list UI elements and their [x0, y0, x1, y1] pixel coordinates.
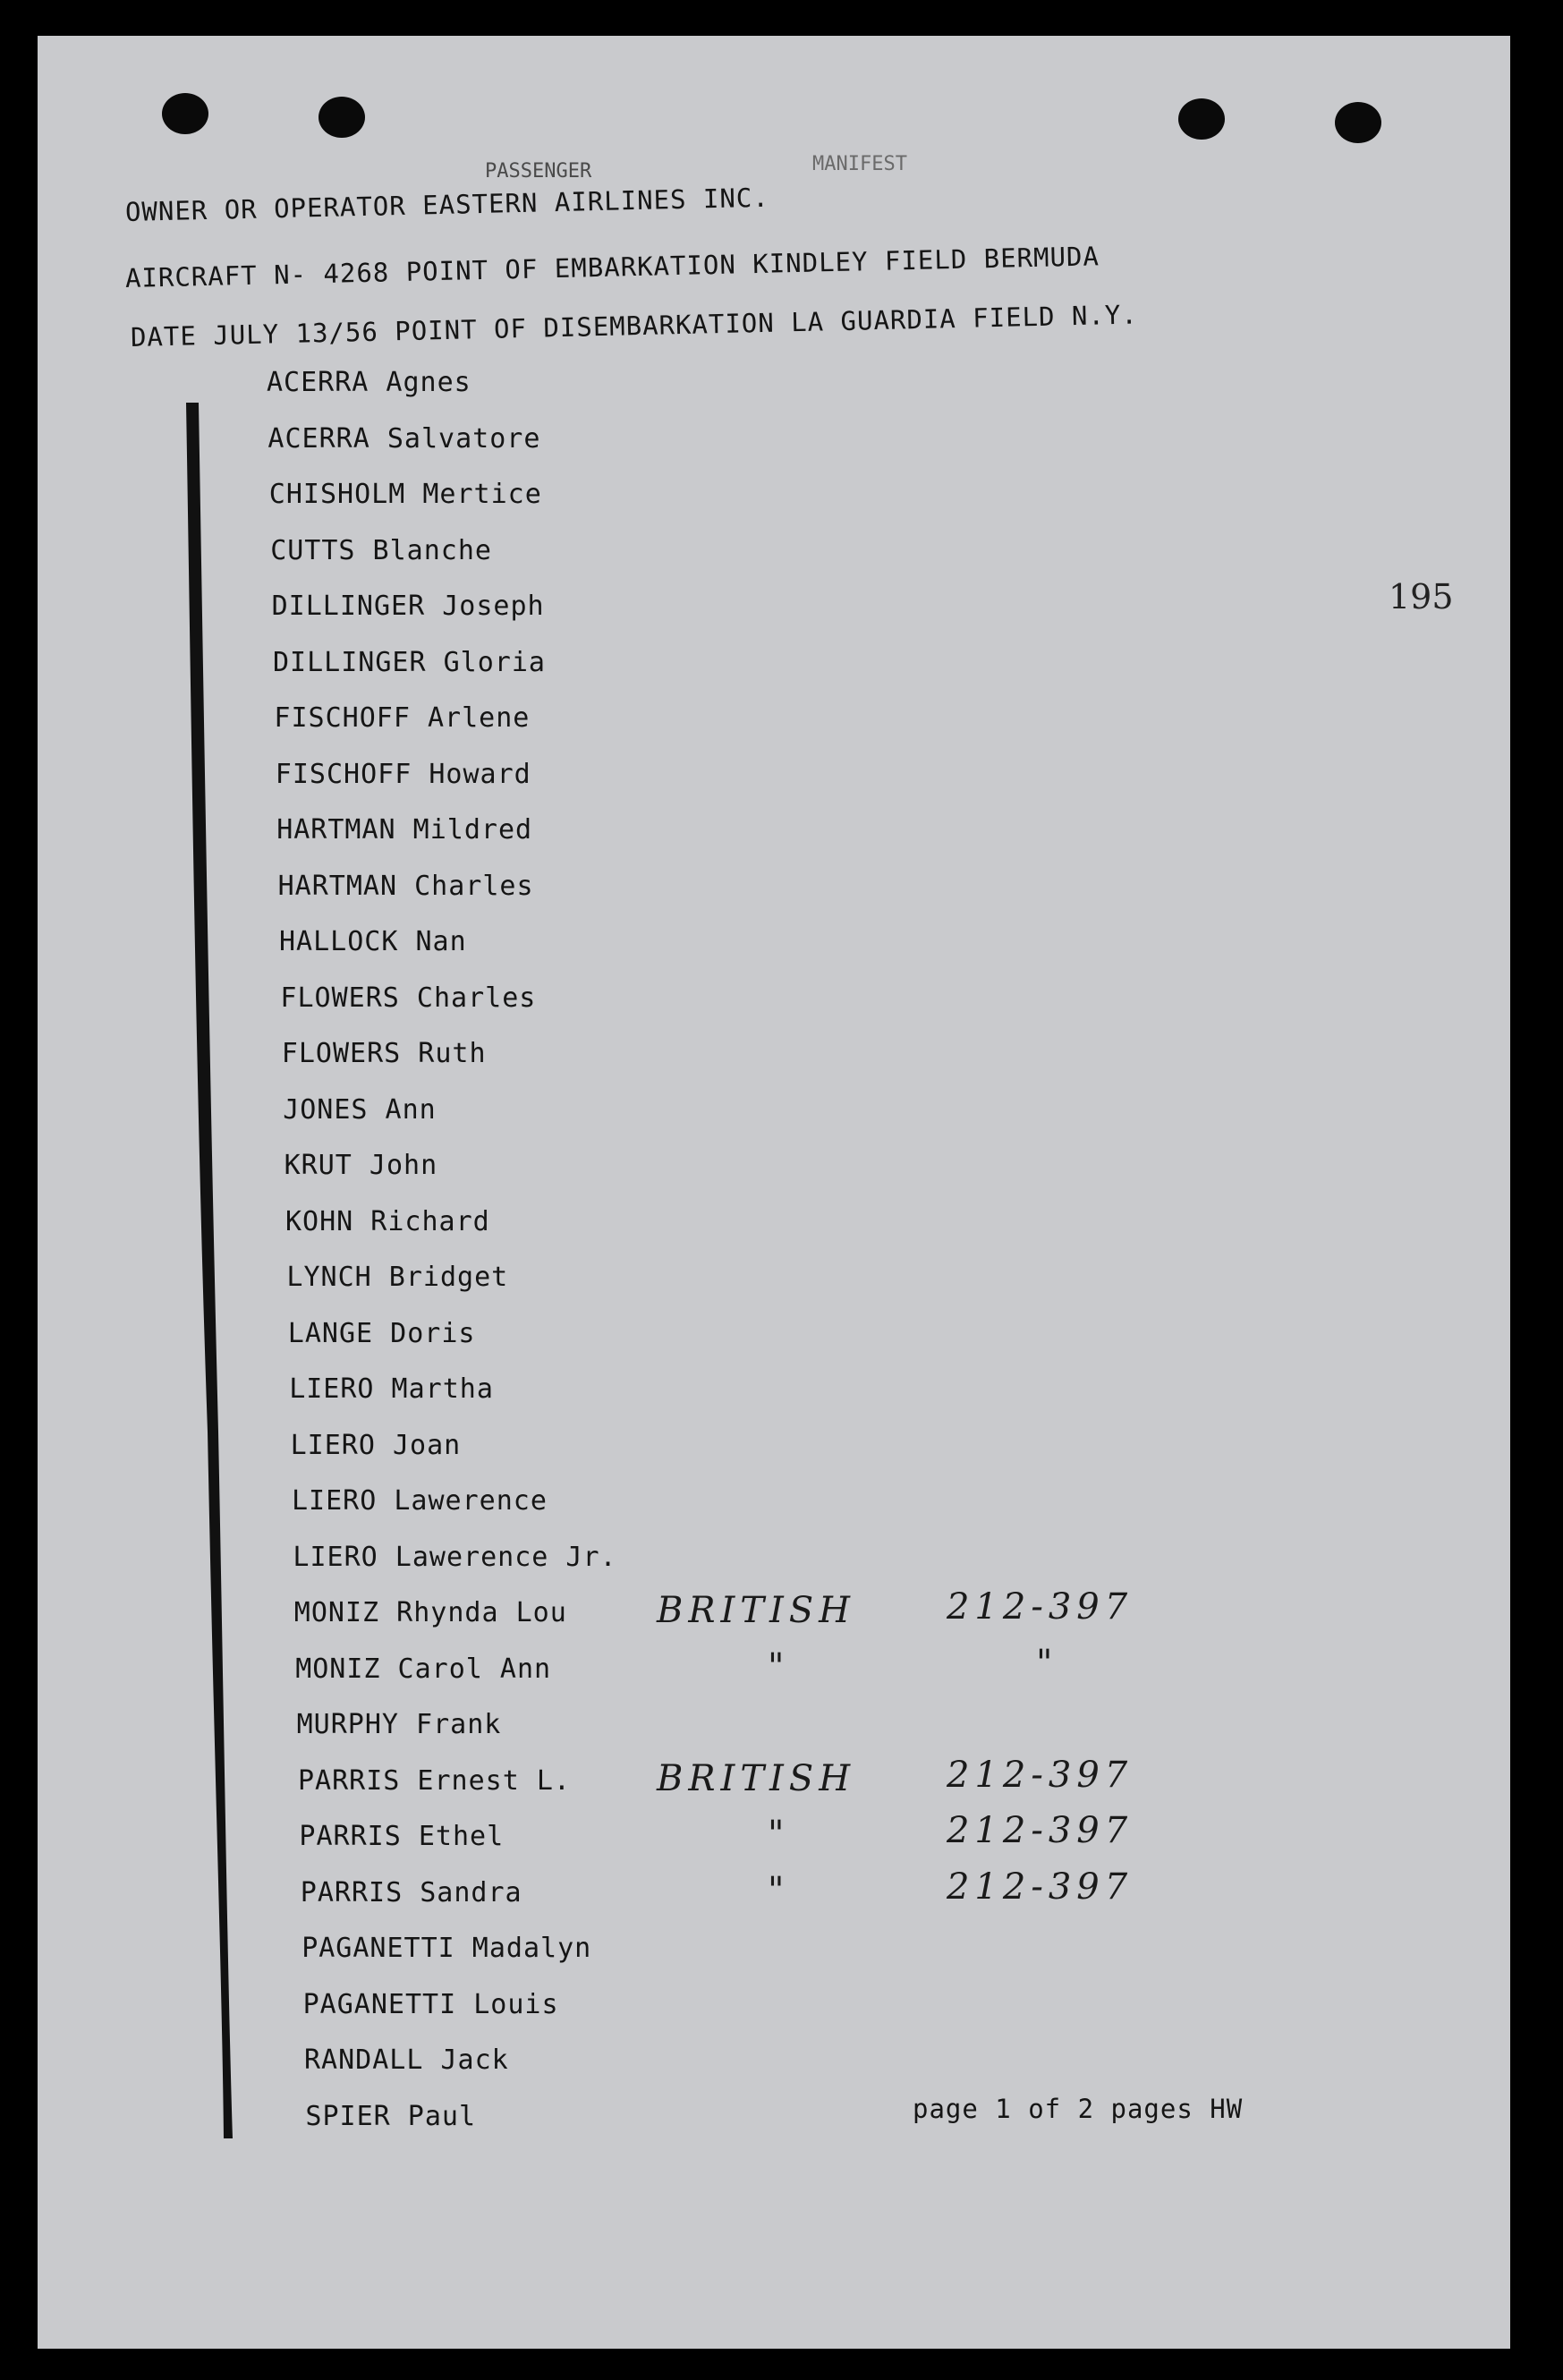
punch-hole: [319, 97, 365, 138]
passenger-name: [285, 1150, 438, 1181]
passenger-given-name: Gloria: [426, 646, 546, 678]
passenger-given-name: Salvatore: [370, 422, 541, 455]
passenger-given-name: Lawerence: [377, 1485, 548, 1517]
number-annotation: ": [1035, 1642, 1058, 1684]
punch-hole: [1335, 102, 1381, 143]
passenger-name: [294, 1597, 567, 1628]
document-number: 195: [1389, 577, 1454, 616]
passenger-given-name: Agnes: [369, 367, 471, 398]
passenger-surname: PAGANETTI: [302, 1988, 457, 2020]
passenger-surname: HARTMAN: [277, 870, 398, 902]
passenger-name: [269, 479, 542, 510]
passenger-surname: LIERO: [290, 1429, 376, 1461]
passenger-given-name: Paul: [390, 2100, 477, 2132]
passenger-name: [276, 814, 532, 846]
passenger-surname: SPIER: [305, 2100, 391, 2132]
passenger-name: [298, 1765, 571, 1797]
page-count: page 1 of 2 pages: [913, 2094, 1193, 2124]
passenger-surname: FLOWERS: [281, 1038, 402, 1069]
passenger-surname: LANGE: [287, 1317, 374, 1349]
owner-line: OWNER OR OPERATOR EASTERN AIRLINES INC.: [124, 182, 770, 227]
passenger-surname: LIERO: [289, 1373, 375, 1405]
passenger-given-name: John: [352, 1150, 438, 1181]
passenger-given-name: Doris: [373, 1317, 476, 1349]
passenger-name: [276, 759, 531, 790]
manifest-label: MANIFEST: [812, 153, 907, 175]
number-annotation: 212-397: [946, 1866, 1134, 1908]
passenger-surname: MONIZ: [295, 1653, 381, 1685]
passenger-given-name: Blanche: [355, 534, 492, 566]
passenger-surname: FISCHOFF: [274, 702, 411, 734]
passenger-surname: RANDALL: [304, 2044, 424, 2076]
passenger-name: [272, 591, 545, 622]
passenger-surname: LIERO: [293, 1541, 378, 1573]
passenger-surname: KRUT: [284, 1150, 353, 1181]
passenger-given-name: Joseph: [425, 591, 545, 622]
passenger-given-name: Mertice: [405, 479, 542, 510]
initials: HW: [1210, 2094, 1244, 2124]
page-note: [913, 2094, 1243, 2124]
passenger-name: [304, 2044, 509, 2076]
passenger-given-name: Charles: [397, 870, 534, 902]
passenger-given-name: Bridget: [371, 1262, 509, 1293]
passenger-name: [270, 535, 492, 566]
passenger-given-name: Mildred: [395, 814, 533, 846]
passenger-name: [283, 1094, 437, 1126]
passenger-given-name: Frank: [398, 1709, 502, 1740]
nationality-annotation: BRITISH: [657, 1757, 856, 1799]
passenger-surname: KOHN: [285, 1205, 354, 1237]
passenger-name: [297, 1709, 502, 1740]
passenger-surname: FLOWERS: [280, 982, 400, 1014]
passenger-name: [274, 702, 530, 734]
passenger-name: [299, 1821, 504, 1852]
passenger-name: [295, 1653, 551, 1685]
passenger-name: [282, 1038, 487, 1069]
passenger-given-name: Madalyn: [454, 1933, 592, 1964]
number-annotation: 212-397: [946, 1810, 1134, 1851]
passenger-given-name: Ethel: [401, 1821, 505, 1852]
passenger-given-name: Howard: [412, 758, 531, 790]
nationality-annotation: BRITISH: [656, 1590, 856, 1631]
number-annotation: 212-397: [947, 1754, 1134, 1796]
passenger-name: [286, 1262, 508, 1293]
passenger-given-name: Nan: [398, 926, 467, 957]
passenger-surname: PARRIS: [299, 1821, 402, 1852]
passenger-surname: HALLOCK: [279, 926, 399, 957]
passenger-given-name: Richard: [353, 1205, 490, 1237]
passenger-name: [289, 1373, 494, 1405]
passenger-surname: CUTTS: [270, 534, 356, 566]
passenger-surname: ACERRA: [267, 367, 370, 398]
passenger-surname: JONES: [283, 1093, 369, 1126]
passenger-given-name: Martha: [374, 1373, 494, 1405]
passenger-given-name: Joan: [375, 1429, 462, 1461]
passenger-given-name: Sandra: [403, 1876, 522, 1908]
aircraft-line: AIRCRAFT N- 4268 POINT OF EMBARKATION KINDLEY FIELD BERMUDA: [124, 241, 1100, 293]
passenger-name: [292, 1485, 548, 1517]
manifest-page: [38, 36, 1510, 2349]
passenger-name: [278, 871, 534, 902]
passenger-given-name: Ann: [368, 1093, 437, 1126]
passenger-surname: ACERRA: [268, 422, 370, 455]
nationality-annotation: ": [767, 1645, 790, 1687]
nationality-annotation: ": [767, 1814, 790, 1855]
passenger-name: [301, 1877, 522, 1908]
passenger-surname: FISCHOFF: [275, 758, 412, 790]
punch-hole: [1178, 98, 1225, 140]
passenger-surname: LYNCH: [286, 1262, 372, 1293]
passenger-name: [305, 2101, 476, 2132]
passenger-given-name: Ruth: [401, 1038, 487, 1069]
passenger-given-name: Charles: [399, 982, 537, 1014]
passenger-surname: HARTMAN: [276, 814, 396, 846]
passenger-surname: MURPHY: [296, 1709, 399, 1740]
passenger-surname: LIERO: [292, 1485, 378, 1517]
passenger-name: [279, 926, 467, 957]
passenger-given-name: Rhynda Lou: [379, 1597, 567, 1628]
passenger-surname: DILLINGER: [271, 591, 426, 622]
number-annotation: 212-397: [946, 1586, 1134, 1628]
passenger-surname: PAGANETTI: [302, 1933, 455, 1964]
passenger-given-name: Lawerence Jr.: [378, 1541, 617, 1573]
punch-hole: [162, 93, 208, 134]
passenger-name: [268, 423, 540, 455]
passenger-label: PASSENGER: [485, 160, 592, 183]
margin-bar: [172, 358, 243, 2147]
passenger-given-name: Louis: [456, 1988, 559, 2020]
passenger-name: [303, 1989, 559, 2020]
passenger-surname: PARRIS: [298, 1764, 401, 1797]
passenger-name: [267, 367, 471, 398]
passenger-name: [293, 1542, 616, 1573]
passenger-name: [288, 1318, 476, 1349]
passenger-surname: DILLINGER: [273, 646, 427, 678]
passenger-surname: MONIZ: [293, 1597, 380, 1628]
date-line: DATE JULY 13/56 POINT OF DISEMBARKATION LA GUARDIA FIELD N.Y.: [130, 299, 1139, 353]
passenger-name: [273, 647, 546, 678]
passenger-given-name: Ernest L.: [400, 1764, 571, 1797]
passenger-given-name: Jack: [423, 2044, 509, 2076]
passenger-name: [280, 982, 536, 1014]
passenger-name: [302, 1933, 591, 1964]
passenger-given-name: Arlene: [410, 702, 531, 734]
passenger-surname: PARRIS: [300, 1876, 403, 1908]
passenger-surname: CHISHOLM: [268, 479, 406, 510]
passenger-name: [285, 1206, 490, 1237]
passenger-name: [291, 1430, 462, 1461]
nationality-annotation: ": [767, 1869, 790, 1911]
passenger-given-name: Carol Ann: [380, 1653, 552, 1685]
